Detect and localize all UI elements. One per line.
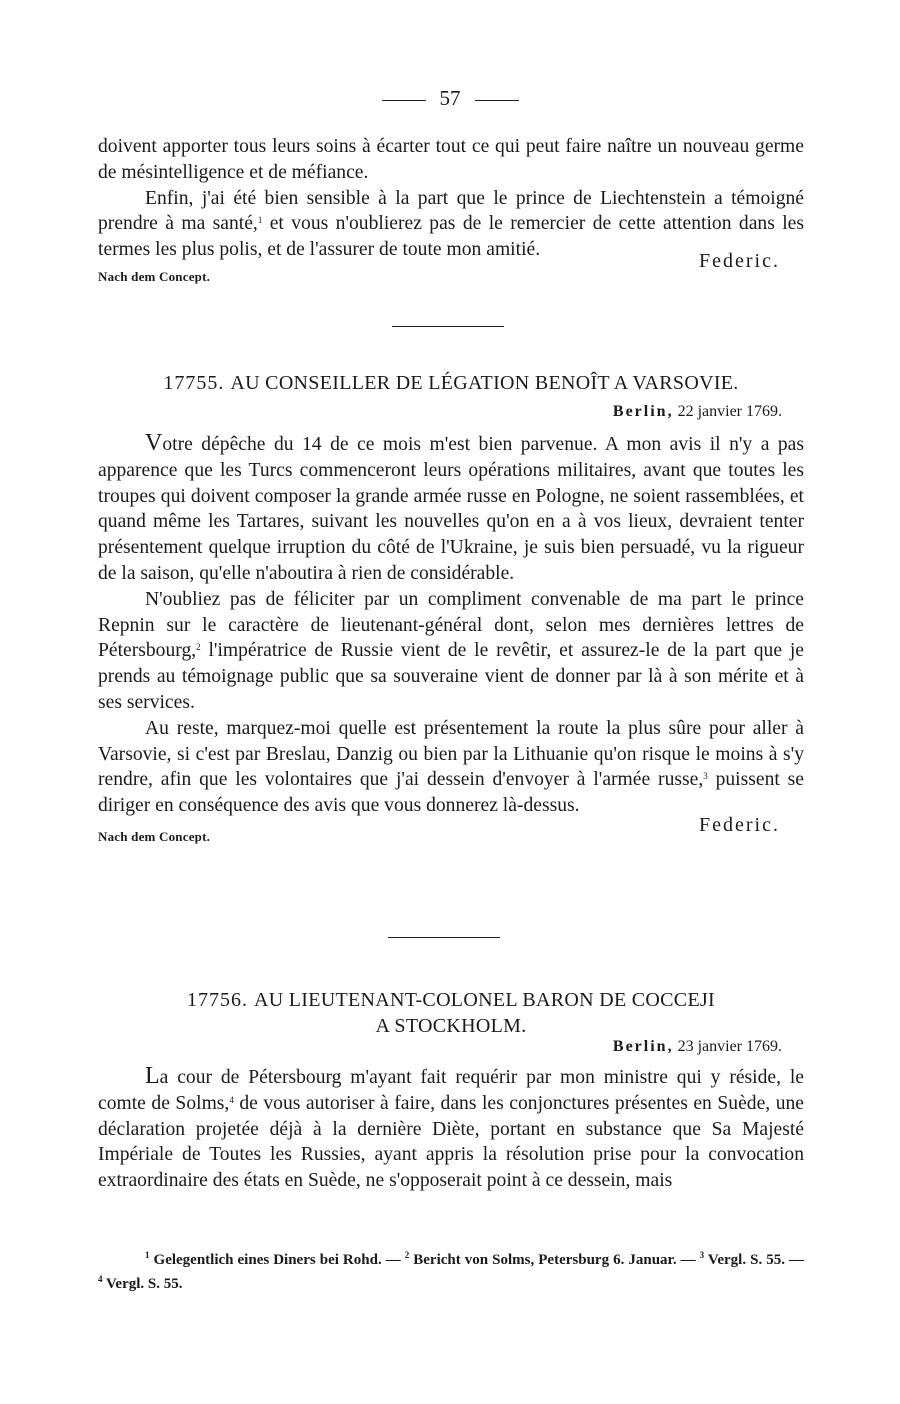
footnote-ref-3: 3	[703, 771, 708, 782]
letter-title-line1: AU LIEUTENANT-COLONEL BARON DE COCCEJI	[254, 989, 715, 1011]
page-header	[0, 86, 900, 111]
concept-note: Nach dem Concept.	[98, 828, 211, 844]
signature: Federic.	[699, 249, 780, 272]
footnote-ref-2: 2	[196, 642, 201, 653]
letter-place-date: Berlin, 22 janvier 1769.	[612, 403, 782, 420]
page-number: 57	[439, 86, 461, 110]
section-divider	[388, 937, 500, 938]
letter-paragraph: Votre dépêche du 14 de ce mois m'est bien parvenue. A mon avis il n'y a pas apparence que les Turcs commenceront leurs opérations militaires, avant que toutes les troupes qui doivent composer la grande armée russe en Pologne, ne soient rassemblées, et quand même les Tartares, suivant les nouvelles qu'on en a à vos lieux, devraient tenter présentement quelque irruption du côté de l'Ukraine, je suis bien persuadé, vu la rigueur de la saison, qu'elle n'aboutira à rien de considérable.	[98, 430, 804, 584]
signature-row	[98, 249, 804, 289]
letter-body-17755	[98, 431, 804, 849]
footnotes: $^1$ Gelegentlich eines Diners bei Rohd. — $^2$ Bericht von Solms, Petersburg 6. Januar. — $^3$ Vergl. S. 55. — $^4$ Vergl. S. 55.	[98, 1250, 804, 1292]
letter-heading-17756	[98, 987, 804, 1039]
header-dash-left	[382, 100, 426, 101]
letter-number: 17756.	[187, 989, 248, 1011]
continuation-block	[98, 134, 804, 289]
letter-paragraph: Au reste, marquez-moi quelle est présentement la route la plus sûre pour aller à Varsovie, si c'est par Breslau, Danzig ou bien par la Lithuanie qu'on risque le moins à s'y rendre, afin que les volontaires que j'ai dessein d'envoyer à l'armée russe,$^3$ puissent se diriger en conséquence des avis que vous donnerez là-dessus.	[98, 717, 804, 817]
closing-paragraph: Enfin, j'ai été bien sensible à la part que le prince de Liechtenstein a témoigné prendre à ma santé,$^1$ et vous n'oublierez pas de le remercier de cette attention dans les termes les plus polis, et de l'assurer de toute mon amitié.	[98, 187, 804, 261]
letter-paragraph: N'oubliez pas de féliciter par un compliment convenable de ma part le prince Repnin sur le caractère de lieutenant-général dont, selon mes dernières lettres de Pétersbourg,$^2$ l'impératrice de Russie vient de le revêtir, et assurez-le de la part que je prends au témoignage public que sa souveraine vient de donner par là à son mérite et à ses services.	[98, 588, 804, 713]
letter-paragraph: La cour de Pétersbourg m'ayant fait requérir par mon ministre qui y réside, le comte de Solms,$^4$ de vous autoriser à faire, dans les conjonctures présentes en Suède, une déclaration projetée déjà à la dernière Diète, portant en substance que Sa Majesté Impériale de Toutes les Russies, ayant appris la résolution prise pour la convocation extraordinaire des états en Suède, ne s'opposerait point à ce dessein, mais	[98, 1063, 804, 1192]
continuation-paragraph: doivent apporter tous leurs soins à écarter tout ce qui peut faire naître un nouveau germe de mésintelligence et de méfiance.	[98, 136, 804, 183]
letter-title: AU CONSEILLER DE LÉGATION BENOÎT A VARSOVIE.	[230, 372, 739, 394]
letter-title-line2: A STOCKHOLM.	[375, 1015, 527, 1037]
section-divider	[392, 326, 504, 327]
letter-body-17756	[98, 1064, 804, 1194]
footnote-ref-4: 4	[229, 1094, 234, 1105]
letter-place-date: Berlin, 23 janvier 1769.	[612, 1038, 782, 1055]
letter-heading-17755	[98, 372, 804, 395]
signature-row	[98, 813, 804, 849]
footnote-ref-1: 1	[257, 215, 263, 226]
concept-note: Nach dem Concept.	[98, 268, 211, 284]
header-dash-right	[475, 100, 519, 101]
letter-number: 17755.	[163, 372, 225, 394]
signature: Federic.	[699, 813, 780, 836]
